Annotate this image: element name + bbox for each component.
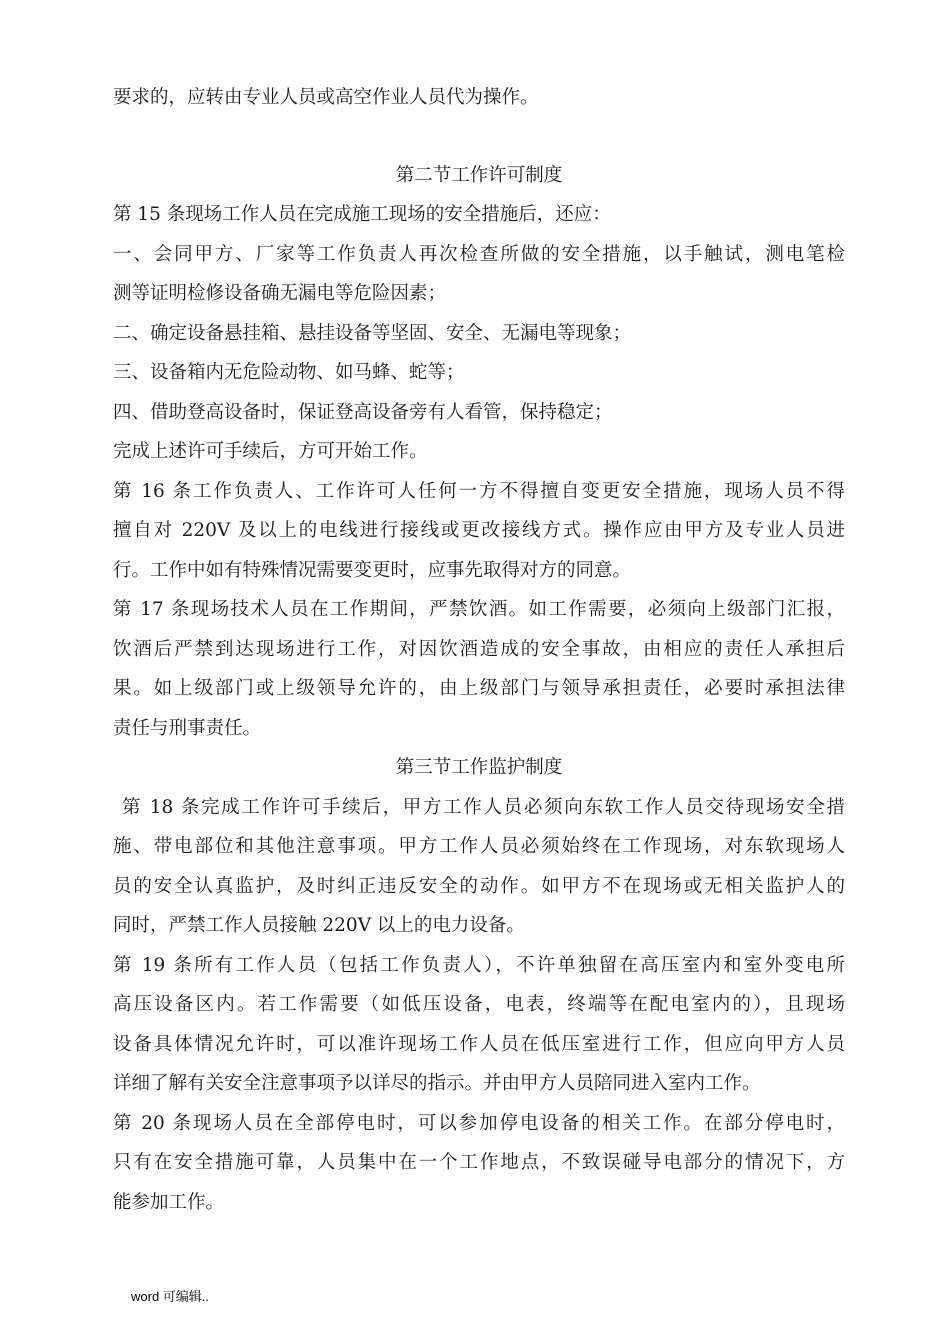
paragraph-line: 要求的，应转由专业人员或高空作业人员代为操作。 — [113, 87, 539, 108]
document-body — [113, 78, 845, 1222]
article-18-line: 员的安全认真监护，及时纠正违反安全的动作。如甲方不在现场或无相关监护人的 — [113, 875, 845, 897]
article-18-line: 同时，严禁工作人员接触 220V 以上的电力设备。 — [113, 915, 525, 936]
paragraph-line: 完成上述许可手续后，方可开始工作。 — [113, 441, 428, 462]
list-item-1-line: 一、会同甲方、厂家等工作负责人再次检查所做的安全措施，以手触试，测电笔检 — [113, 243, 845, 265]
article-15-line: 第 15 条现场工作人员在完成施工现场的安全措施后，还应： — [113, 204, 611, 225]
article-16-line: 第 16 条工作负责人、工作许可人任何一方不得擅自变更安全措施，现场人员不得 — [113, 480, 845, 502]
article-20-line: 只有在安全措施可靠，人员集中在一个工作地点，不致误碰导电部分的情况下，方 — [113, 1152, 845, 1173]
article-19-line: 第 19 条所有工作人员（包括工作负责人），不许单独留在高压室内和室外变电所 — [113, 954, 845, 976]
article-16-line: 擅自对 220V 及以上的电线进行接线或更改接线方式。操作应由甲方及专业人员进 — [113, 520, 845, 541]
list-item-3-line: 三、设备箱内无危险动物、如马蜂、蛇等； — [113, 362, 465, 383]
article-19-line: 设备具体情况允许时，可以准许现场工作人员在低压室进行工作，但应向甲方人员 — [113, 1033, 845, 1055]
section-heading-2: 第二节工作许可制度 — [395, 164, 563, 186]
paragraph-gap — [113, 118, 845, 156]
article-18-line: 施、带电部位和其他注意事项。甲方工作人员必须始终在工作现场，对东软现场人 — [113, 836, 845, 857]
article-17-line: 饮酒后严禁到达现场进行工作，对因饮酒造成的安全事故，由相应的责任人承担后 — [113, 638, 845, 660]
article-17-line: 责任与刑事责任。 — [113, 717, 262, 739]
article-20-line: 第 20 条现场人员在全部停电时，可以参加停电设备的相关工作。在部分停电时， — [113, 1112, 845, 1134]
article-16-line: 行。工作中如有特殊情况需要变更时，应事先取得对方的同意。 — [113, 559, 632, 581]
article-19-line: 详细了解有关安全注意事项予以详尽的指示。并由甲方人员陪同进入室内工作。 — [113, 1073, 761, 1094]
list-item-1-line: 测等证明检修设备确无漏电等危险因素； — [113, 283, 447, 304]
section-heading-3: 第三节工作监护制度 — [395, 757, 563, 778]
list-item-2-line: 二、确定设备悬挂箱、悬挂设备等坚固、安全、无漏电等现象； — [113, 322, 632, 344]
article-18-line: 第 18 条完成工作许可手续后，甲方工作人员必须向东软工作人员交待现场安全措 — [122, 796, 845, 818]
article-20-line: 能参加工作。 — [113, 1191, 225, 1213]
article-19-line: 高压设备区内。若工作需要（如低压设备，电表，终端等在配电室内的），且现场 — [113, 994, 845, 1015]
list-item-4-line: 四、借助登高设备时，保证登高设备旁有人看管，保持稳定； — [113, 401, 613, 423]
page-footer: word 可编辑.. — [131, 1289, 210, 1304]
article-17-line: 第 17 条现场技术人员在工作期间，严禁饮酒。如工作需要，必须向上级部门汇报， — [113, 599, 845, 620]
article-17-line: 果。如上级部门或上级领导允许的，由上级部门与领导承担责任，必要时承担法律 — [113, 678, 845, 699]
